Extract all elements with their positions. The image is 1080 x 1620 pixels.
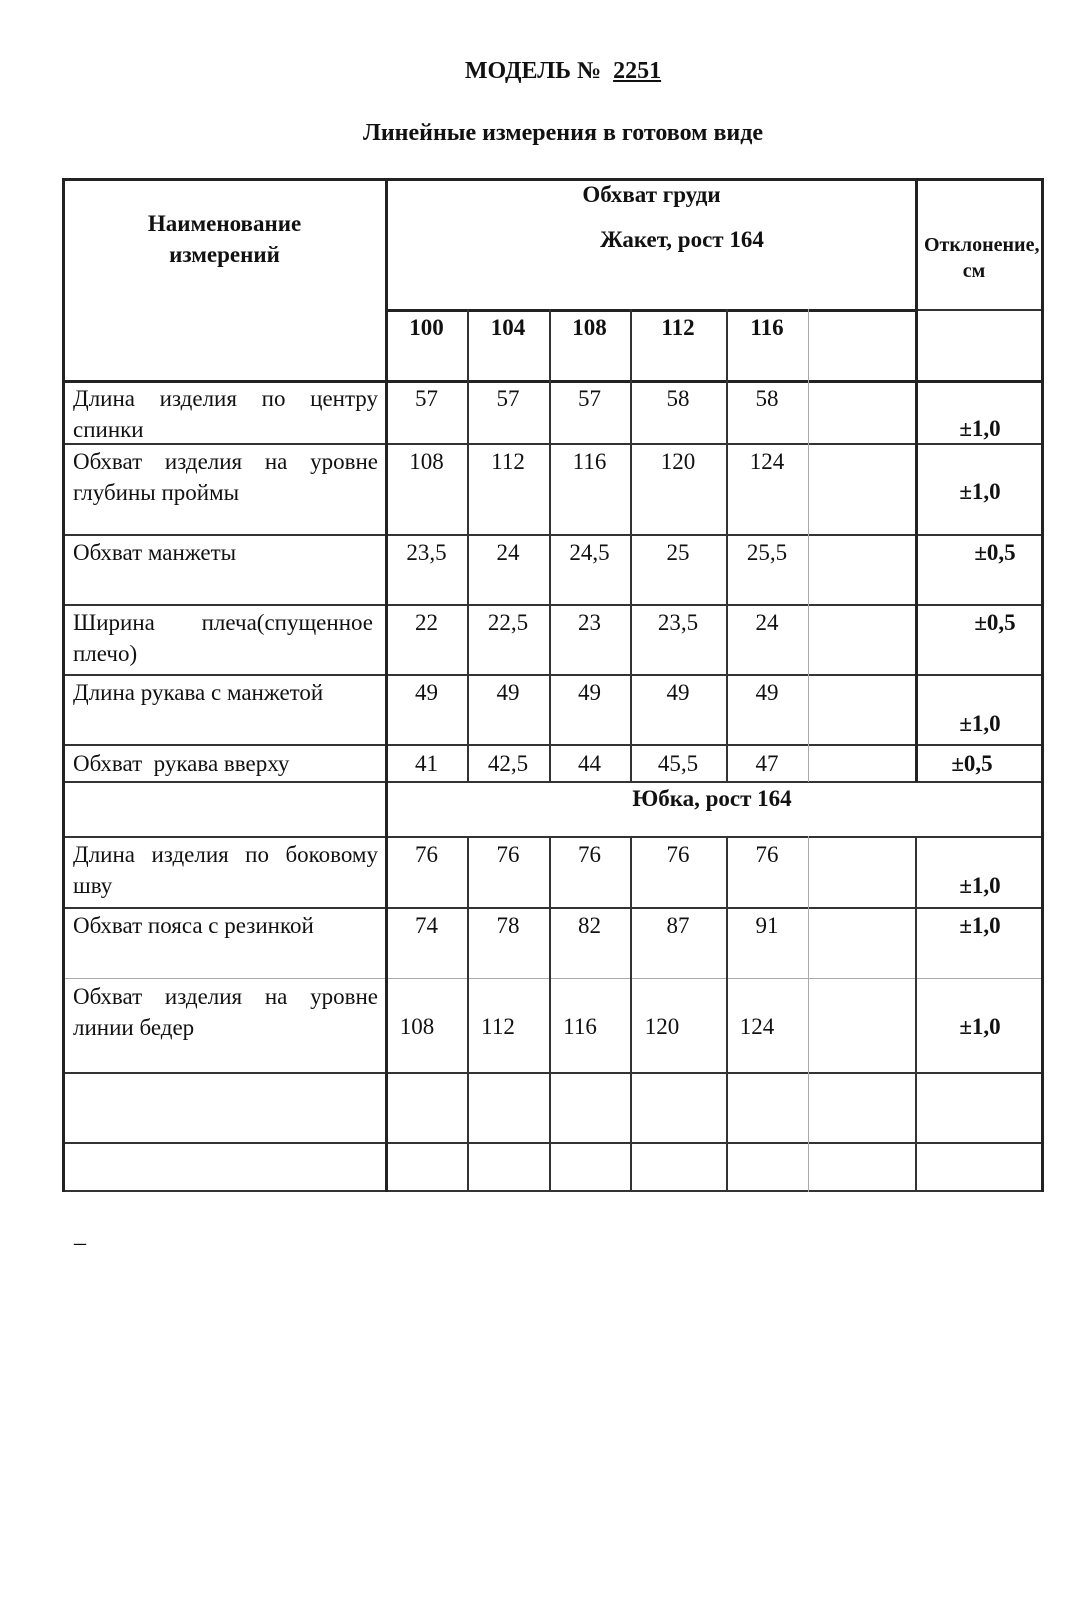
measure-name: Длина изделия по центру спинки	[73, 386, 378, 442]
model-label: МОДЕЛЬ №	[464, 58, 602, 84]
size-header-116: 116	[750, 315, 784, 340]
value-cell: 24,5	[569, 540, 610, 565]
value-cell: 78	[496, 913, 520, 938]
measure-name: Обхват рукава вверху	[73, 751, 290, 776]
value-cell: 49	[578, 680, 601, 705]
measure-name: Обхват изделия на уровне линии бедер	[73, 984, 378, 1040]
value-cell: 49	[496, 680, 520, 705]
value-cell: 76	[496, 842, 520, 867]
deviation-cell: ±1,0	[959, 913, 1001, 938]
value-cell: 108	[399, 1014, 435, 1039]
value-cell: 22,5	[487, 610, 529, 635]
deviation-cell: ±0,5	[974, 610, 1016, 635]
jacket-header: Жакет, рост 164	[600, 227, 764, 252]
measure-name: Длина изделия по боковому шву	[73, 842, 378, 898]
value-cell: 23,5	[657, 610, 699, 635]
measure-name: Ширина плеча(спущенное плечо)	[73, 610, 373, 666]
deviation-cell: ±1,0	[959, 479, 1001, 504]
size-header-104: 104	[490, 315, 526, 340]
value-cell: 25	[666, 540, 690, 565]
deviation-cell: ±0,5	[951, 751, 993, 776]
value-cell: 57	[578, 386, 601, 411]
deviation-cell: ±1,0	[959, 873, 1001, 898]
value-cell: 74	[415, 913, 438, 938]
skirt-header: Юбка, рост 164	[632, 786, 792, 811]
value-cell: 120	[644, 1014, 680, 1039]
measure-name: Обхват пояса с резинкой	[73, 913, 314, 938]
chest-girth-header: Обхват груди	[582, 182, 721, 207]
measure-name: Обхват манжеты	[73, 540, 237, 565]
value-cell: 41	[415, 751, 438, 776]
value-cell: 49	[755, 680, 779, 705]
value-cell: 124	[739, 1014, 775, 1039]
size-header-112: 112	[661, 315, 695, 340]
value-cell: 22	[415, 610, 438, 635]
deviation-header: Отклонение, см	[924, 234, 1040, 282]
value-cell: 76	[755, 842, 779, 867]
value-cell: 112	[481, 1014, 515, 1039]
value-cell: 87	[666, 913, 690, 938]
value-cell: 108	[409, 449, 444, 474]
value-cell: 116	[563, 1014, 597, 1039]
value-cell: 82	[578, 913, 601, 938]
value-cell: 24	[755, 610, 779, 635]
measure-name: Длина рукава с манжетой	[73, 680, 324, 705]
value-cell: 58	[666, 386, 690, 411]
measure-name: Обхват изделия на уровне глубины проймы	[73, 449, 378, 505]
value-cell: 112	[491, 449, 525, 474]
size-header-100: 100	[409, 315, 444, 340]
size-header-108: 108	[572, 315, 607, 340]
value-cell: 49	[415, 680, 438, 705]
name-column-header: Наименование измерений	[147, 211, 302, 267]
footer-mark: _	[74, 1222, 86, 1248]
value-cell: 45,5	[657, 751, 699, 776]
measurements-table	[62, 178, 1043, 1192]
value-cell: 76	[415, 842, 438, 867]
document-subtitle: Линейные измерения в готовом виде	[362, 120, 764, 146]
value-cell: 24	[496, 540, 520, 565]
value-cell: 57	[496, 386, 520, 411]
value-cell: 76	[666, 842, 690, 867]
value-cell: 124	[749, 449, 785, 474]
value-cell: 120	[660, 449, 696, 474]
value-cell: 44	[578, 751, 601, 776]
value-cell: 58	[755, 386, 779, 411]
deviation-cell: ±1,0	[959, 1014, 1001, 1039]
deviation-cell: ±1,0	[959, 711, 1001, 736]
deviation-cell: ±0,5	[974, 540, 1016, 565]
value-cell: 23,5	[406, 540, 447, 565]
value-cell: 76	[578, 842, 601, 867]
value-cell: 116	[572, 449, 607, 474]
value-cell: 47	[755, 751, 779, 776]
model-number: 2251	[613, 58, 662, 84]
value-cell: 49	[666, 680, 690, 705]
document-title	[0, 58, 1080, 85]
value-cell: 42,5	[487, 751, 529, 776]
value-cell: 57	[415, 386, 438, 411]
value-cell: 23	[578, 610, 601, 635]
deviation-cell: ±1,0	[959, 416, 1001, 441]
value-cell: 25,5	[746, 540, 788, 565]
value-cell: 91	[755, 913, 779, 938]
